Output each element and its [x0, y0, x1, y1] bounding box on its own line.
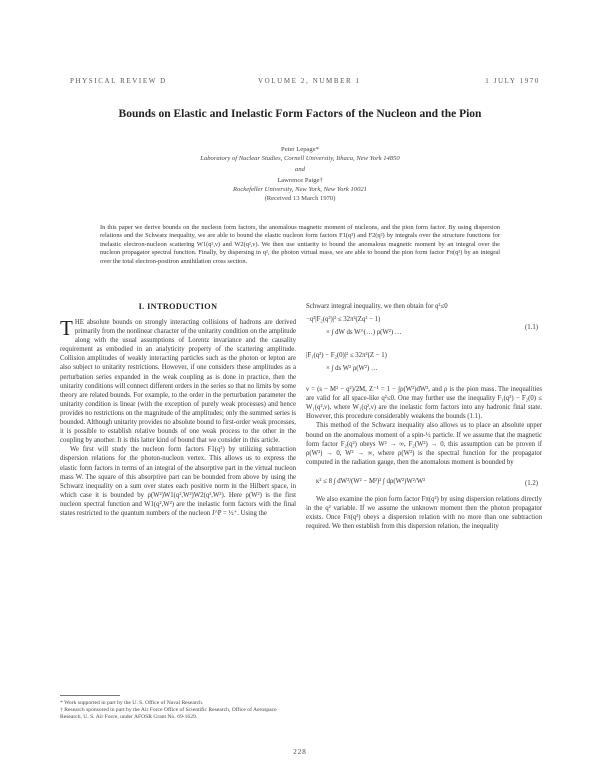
received-date: (Received 13 March 1970): [264, 195, 336, 202]
equation-1-1-number: (1.1): [524, 324, 538, 332]
right-column: [306, 302, 542, 531]
author-2: Lawrence Paige†: [277, 177, 323, 184]
section-heading: I. INTRODUCTION: [138, 302, 218, 311]
footnotes: [60, 700, 296, 721]
right-paragraph-1: ν = (s − M² − q²)/2M, Z⁻¹ = 1 − ∫ρ(W²)dW², and ρ is the pion mass. The inequalities are valid for all space-like q²≤0. One may further use the inequality F₁(q²) − F₂(0) ≤ W₁(q²,ν), where W₁(q²,ν) are the inelastic form factors into any hadronic final state. However, this procedure considerably weakens the bounds (1.1).: [306, 386, 542, 421]
left-column: [60, 318, 296, 518]
equation-1-1: [306, 315, 542, 351]
equation-1-2-line: κ² ≤ 8 ∫ dW²/(W² − M²)² ∫ dρ(W²)W²/W²: [316, 477, 426, 485]
right-paragraph-3: We also examine the pion form factor Fπ(q²) by using dispersion relations directly in the q² variable. If we assume the unknown moment then the photon propagator exists. Once Fπ(q²) obeys a dispersion relation with no more than one subtraction required. We then establish from this dispersion relation, the inequality: [306, 495, 542, 531]
drop-cap: T: [60, 316, 73, 340]
paper-title: Bounds on Elastic and Inelastic Form Factors of the Nucleon and the Pion: [118, 108, 482, 120]
abstract: In this paper we derive bounds on the nucleon form factors, the anomalous magnetic moment of nucleons, and the pion form factor. By using dispersion relations and the Schwarz inequality, we are able to bound the elastic nucleon form factors F1(q²) and F2(q²) by integrals over the structure functions for inelastic electron-nucleon scattering W1(q²,ν) and W2(q²,ν). We then use unitarity to bound the anomalous magnetic moment by an integral over the nucleon propagator spectral function. Finally, by dispersing in q², the photon virtual mass, we are able to bound the pion form factor Fπ(q²) by an integral over the total electron-positron annihilation cross section.: [100, 224, 500, 265]
paragraph-2: We first will study the nucleon form factors F1(q²) by utilizing subtraction dispersion relations for the photon-nucleon vertex. This allows us to express the elastic form factors in terms of an integral of the absorptive part in the virtual nucleon mass W. The square of this absorptive part can be bounded from above by using the Schwarz inequality on a sum over states each positive norm in the Hilbert space, in which case it is bounded by ρ(W²)W1(q²,W²)W2(q²,W²). Here ρ(W²) is the first nucleon spectral function and W1(q²,W²) are the inelastic form factors with the final states restricted to the quantum numbers of the nucleon J^P = ½⁺. Using the: [60, 446, 296, 517]
journal-name: PHYSICAL REVIEW D: [70, 77, 167, 85]
page-number: 228: [293, 748, 307, 756]
equation-1-1b-line1: |F₁(q²) − F₂(0)|² ≤ 32π²(Z − 1): [306, 352, 387, 360]
equation-1-1b-line2: × ∫ ds W² ρ(W²) …: [326, 365, 378, 373]
affiliation-1: Laboratory of Nuclear Studies, Cornell University, Ithaca, New York 14850: [200, 155, 400, 162]
equation-1-2-number: (1.2): [524, 479, 538, 487]
footnote-1: * Work supported in part by the U. S. Office of Naval Research.: [60, 700, 204, 706]
equation-1-2: [306, 471, 542, 495]
intro-text: HE absolute bounds on strongly interacting collisions of hadrons are derived primarily from the nonlinear character of the unitarity condition on the amplitude along with the usual assumptions of Lorentz invariance and the causality requirement as embodied in an analyticity property of the scattering amplitude. Collision amplitudes of weakly interacting particles such as the photon or lepton are also subject to unitarity restrictions. However, if one considers these amplitudes as a perturbation series expanded in the weak coupling as is done in practice, then the unitarity conditions will connect different orders in the series so that no limits by some theory are related bounds. For example, to the order in the perturbation parameter the unitarity condition is linear (with the exception of purely weak processes) and hence provides no restrictions on the magnitude of the amplitudes; only the summed series is bounded. Although unitarity provides no absolute bound to first-order weak processes, it is possible to establish relative bounds of one weak process to the other in the coupling by another. It is this latter kind of bound that we consider in this article.: [60, 319, 296, 445]
intro-paragraph: [60, 318, 296, 445]
issue-date: 1 JULY 1970: [485, 77, 540, 85]
running-head: [70, 77, 540, 89]
right-paragraph-2: This method of the Schwarz inequality also allows us to place an absolute upper bound on the anomalous moment of a spin-½ particle. If we assume that the magnetic form factor F₂(q²) obeys W² → ∞, F₂(W²) → 0, this assumption can be proven if ρ(W²) → 0, W² → ∞, where ρ(W²) is the spectral function for the propagator computed in the radiation gauge, then the anomalous moment is bounded by: [306, 422, 542, 466]
footnote-rule: [60, 695, 120, 696]
affiliation-2: Rockefeller University, New York, New York 10021: [233, 186, 367, 193]
equation-1-1-line2: × ∫ dW ds W^(…) ρ(W²) …: [326, 329, 402, 337]
equation-1-1-line1: −q²|F₂(q²)|² ≤ 32π²(Zq² − 1): [306, 316, 381, 324]
footnote-2: † Research sponsored in part by the Air Force Office of Scientific Research, Office of Aerospace Research, U. S. Air Force, under AFOSR Grant No. 69-1629.: [60, 707, 277, 720]
author-connector: and: [295, 166, 305, 173]
right-intro: Schwarz integral inequality, we then obtain for q²≤0: [306, 303, 448, 310]
author-1: Peter Lepage*: [281, 146, 319, 153]
volume-number: VOLUME 2, NUMBER 1: [258, 77, 361, 85]
equation-1-1b: [306, 351, 542, 385]
